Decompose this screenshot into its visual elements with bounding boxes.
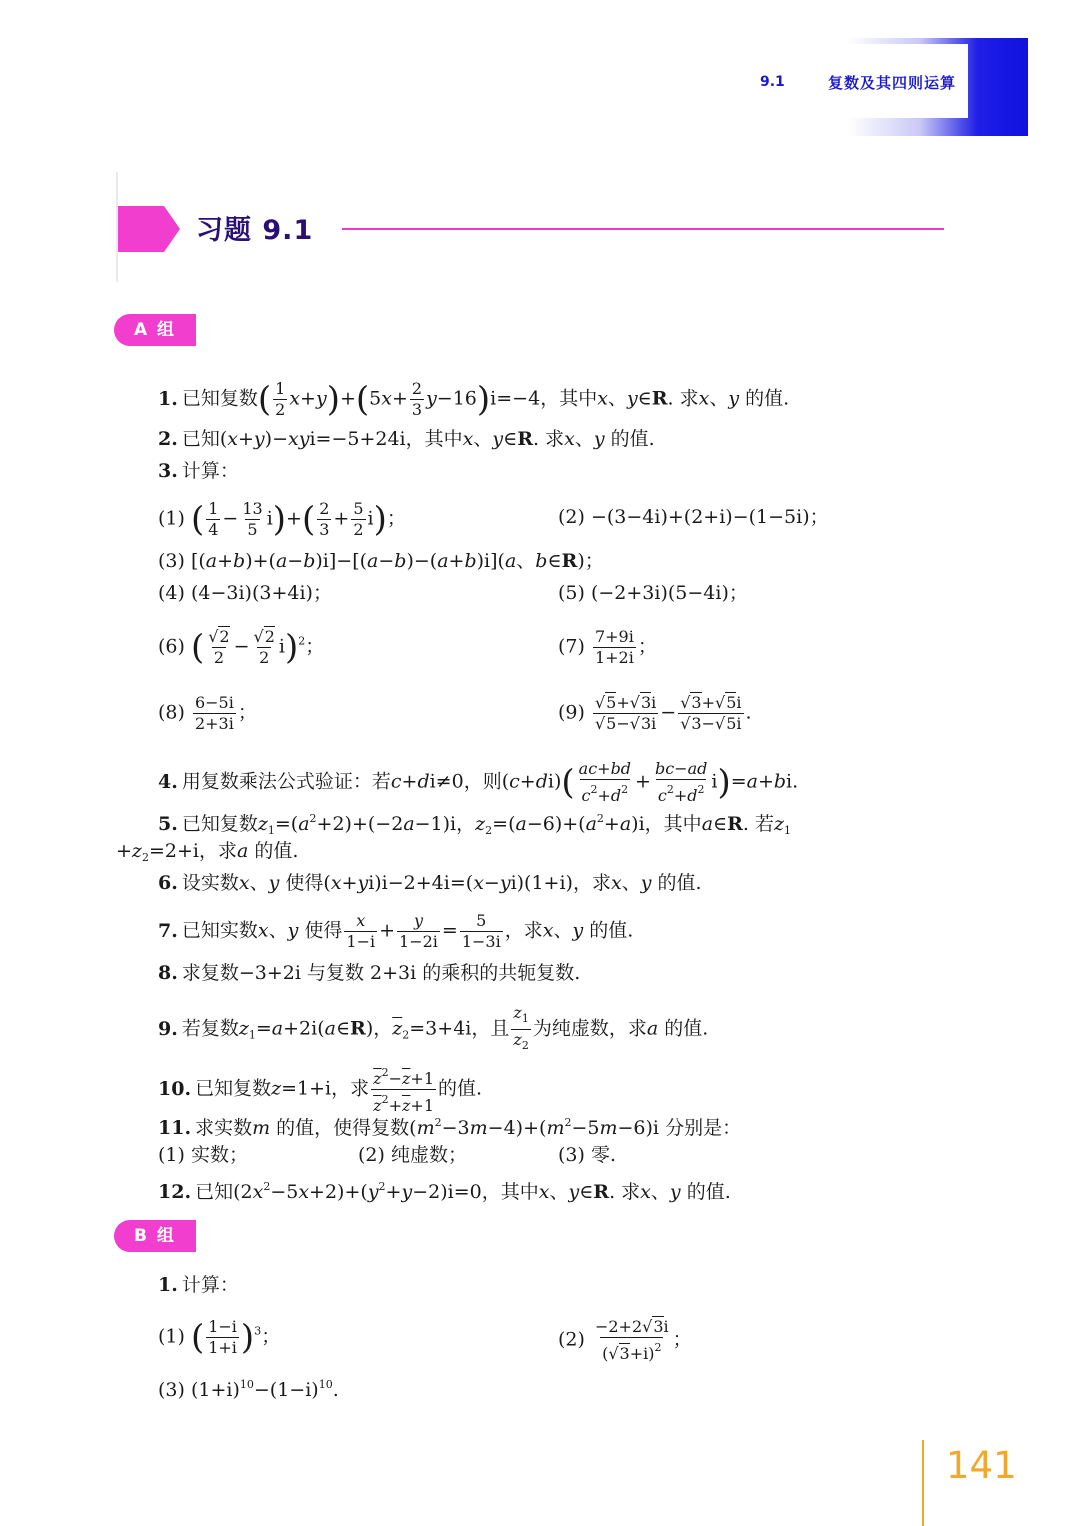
b1-part-3: (3) $(1+i)^{10}-(1-i)^{10}$. — [158, 1378, 339, 1401]
question-a12: 12. 已知$(2x^2-5x+2)+(y^2+y-2)i=0$，其中x、y∈R. 求x、y 的值. — [158, 1180, 731, 1203]
q3-part-5: (5) (−2+3i)(5−4i)； — [558, 582, 748, 604]
question-a7: 7. 已知实数x、y 使得 $\frac{x}{1-i}$ + $\frac{y}{1-2i}$ = $\frac{5}{1-3i}$ ，求x、y 的值. — [158, 911, 634, 951]
q11-part-3: (3) 零. — [558, 1144, 616, 1166]
q11-part-2: (2) 纯虚数； — [358, 1144, 467, 1166]
header-section-number: 9.1 — [760, 74, 785, 90]
q3-part-8: (8) $\frac{6-5i}{2+3i}$ ； — [158, 693, 257, 733]
q3-part-2: (2) −(3−4i)+(2+i)−(1−5i)； — [558, 506, 829, 528]
question-a11: 11. 求实数m 的值，使得复数$(m^2-3m-4)+(m^2-5m-6)i$ 分别是： — [158, 1116, 742, 1139]
heading-tag-icon — [118, 206, 180, 252]
q3-part-6: (6) ( $\frac{√2}{2}$ − $\frac{√2}{2}$ i)$^2$； — [158, 627, 325, 668]
question-a10: 10. 已知复数z=1+i，求 $\frac{\overline{z}^2-\overline{z}+1}{\overline{z}^2+\overline{z}+1}$ 的值. — [158, 1066, 483, 1115]
b1-part-1: (1) ( $\frac{1-i}{1+i}$ )$^3$； — [158, 1317, 281, 1358]
group-b-label: B 组 — [114, 1220, 196, 1252]
header-section-title: 复数及其四则运算 — [828, 74, 957, 92]
q3-part-9: (9) $\frac{√5+√3i}{√5-√3i}$ − $\frac{√3+√5i}{√3-√5i}$ . — [558, 693, 752, 733]
page-number: 141 — [946, 1444, 1017, 1487]
q3-part-3: (3) [(a+b)+(a−b)i]−[(a−b)−(a+b)i](a、b∈R)； — [158, 550, 604, 572]
page-number-rule — [922, 1440, 924, 1526]
q3-part-4: (4) (4−3i)(3+4i)； — [158, 582, 332, 604]
question-a1: 1. 已知复数( $\frac{1}{2}$ x+y)+(5x+ $\frac{2}{3}$ y−16)i=−4，其中x、y∈R. 求x、y 的值. — [158, 379, 790, 420]
question-a4: 4. 用复数乘法公式验证：若c+di≠0，则(c+di)( $\frac{ac+bd}{c^2+d^2}$ + $\frac{bc-ad}{c^2+d^2}$ i)=a+bi. — [158, 759, 799, 805]
question-a6: 6. 设实数x、y 使得(x+yi)i−2+4i=(x−yi)(1+i)，求x、y 的值. — [158, 872, 702, 894]
question-a5-cont: $+z_2=2+i$，求a 的值. — [116, 840, 299, 864]
b1-part-2: (2) $\frac{-2+2√3i}{(√3+i)^2}$ ； — [558, 1317, 692, 1363]
q11-part-1: (1) 实数； — [158, 1144, 248, 1166]
question-a9: 9. 若复数$z_1=a+2i(a\in R)$，$\overline{z}_2=3+4i$，且 $\frac{z_1}{z_2}$ 为纯虚数，求a 的值. — [158, 1004, 708, 1055]
q3-part-1: (1) ( $\frac{1}{4}$ − $\frac{13}{5}$ i)+( $\frac{2}{3}$ + $\frac{5}{2}$ i)； — [158, 499, 406, 540]
group-a-label: A 组 — [114, 314, 196, 346]
question-b1: 1. 计算： — [158, 1274, 239, 1296]
question-a3: 3. 计算： — [158, 460, 239, 482]
question-a5: 5. 已知复数$z_1=(a^2+2)+(-2a-1)i$，$z_2=(a-6)+(a^2+a)i$，其中a∈R. 若$z_1$ — [158, 812, 791, 837]
question-a2: 2. 已知(x+y)−xyi=−5+24i，其中x、y∈R. 求x、y 的值. — [158, 428, 655, 450]
exercise-title: 习题 9.1 — [196, 215, 314, 246]
q3-part-7: (7) $\frac{7+9i}{1+2i}$ ； — [558, 627, 657, 667]
heading-rule — [342, 228, 944, 230]
question-a8: 8. 求复数−3+2i 与复数 2+3i 的乘积的共轭复数. — [158, 962, 581, 984]
